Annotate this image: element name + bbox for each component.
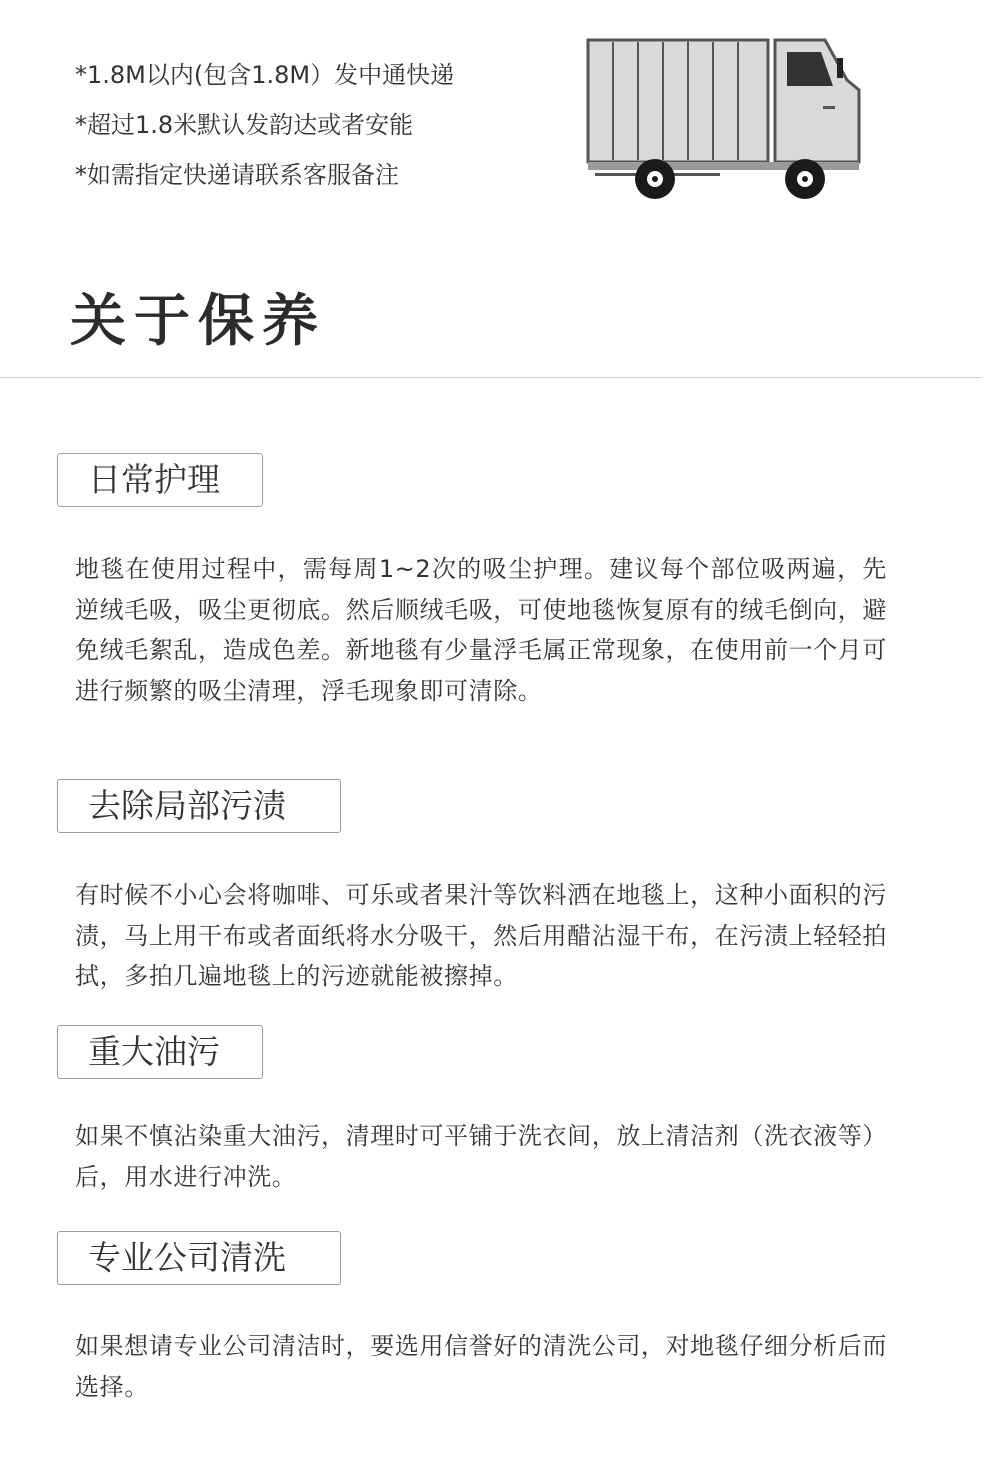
paragraph-heavy-oil: 如果不慎沾染重大油污，清理时可平铺于洗衣间，放上清洁剂（洗衣液等）后，用水进行冲洗。 bbox=[75, 1122, 887, 1191]
shipping-note-contact: *如需指定快递请联系客服备注 bbox=[75, 161, 399, 189]
care-section-title: 关于保养 bbox=[70, 289, 326, 354]
shipping-note-oversize: *超过1.8米默认发韵达或者安能 bbox=[75, 111, 414, 139]
tag-professional-cleaning: 专业公司清洗 bbox=[57, 1231, 341, 1285]
paragraph-stain-removal: 有时候不小心会将咖啡、可乐或者果汁等饮料洒在地毯上，这种小面积的污渍，马上用干布或者面纸将水分吸干，然后用醋沾湿干布，在污渍上轻轻拍拭，多拍几遍地毯上的污迹就能被擦掉。 bbox=[75, 881, 887, 990]
tag-heavy-oil: 重大油污 bbox=[57, 1025, 263, 1079]
paragraph-professional-cleaning: 如果想请专业公司清洁时，要选用信誉好的清洗公司，对地毯仔细分析后而选择。 bbox=[75, 1332, 887, 1401]
divider bbox=[0, 377, 982, 378]
shipping-note-size-limit: *1.8M以内(包含1.8M）发中通快递 bbox=[75, 61, 455, 89]
delivery-truck-icon bbox=[585, 36, 870, 201]
shipping-notes bbox=[75, 50, 555, 200]
paragraph-daily-care: 地毯在使用过程中，需每周1~2次的吸尘护理。建议每个部位吸两遍，先逆绒毛吸，吸尘更彻底。然后顺绒毛吸，可使地毯恢复原有的绒毛倒向，避免绒毛絮乱，造成色差。新地毯有少量浮毛属正常现象，在使用前一个月可进行频繁的吸尘清理，浮毛现象即可清除。 bbox=[75, 555, 887, 705]
tag-daily-care: 日常护理 bbox=[57, 453, 263, 507]
tag-stain-removal: 去除局部污渍 bbox=[57, 779, 341, 833]
